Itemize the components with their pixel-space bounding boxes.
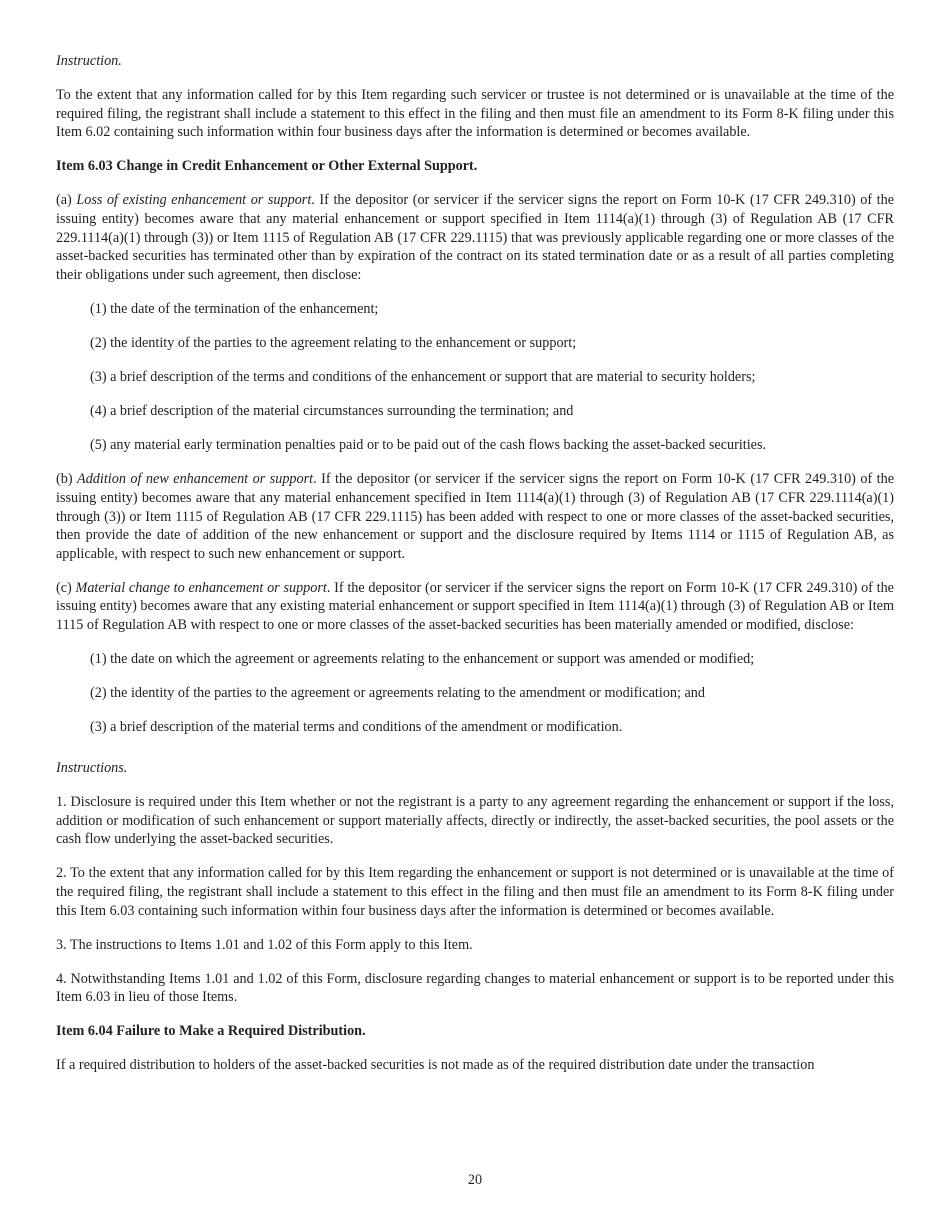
list-item: (1) the date on which the agreement or agreements relating to the enhancement or support was amended or modified; <box>90 651 755 668</box>
instruction-paragraph: To the extent that any information called for by this Item regarding such servicer or trustee is not determined or is unavailable at the time of the required filing, the registrant shall include a statement to this effect in the filing and then must file an amendment to its Form 8-K filing under this Item 6.02 containing such information within four business days after the information is determined or becomes available. <box>56 87 894 141</box>
instructions-heading: Instructions. <box>56 759 128 776</box>
list-item: (2) the identity of the parties to the agreement or agreements relating to the amendment or modification; and <box>90 685 705 702</box>
list-item: (1) the date of the termination of the enhancement; <box>90 300 379 317</box>
instruction-3: 3. The instructions to Items 1.01 and 1.02 of this Form apply to this Item. <box>56 936 473 953</box>
item-6-03-heading: Item 6.03 Change in Credit Enhancement or Other External Support. <box>56 158 478 175</box>
instruction-1: 1. Disclosure is required under this Item whether or not the registrant is a party to any agreement regarding the enhancement or support if the loss, addition or modification of such enhancement or support materially affects, directly or indirectly, the asset-backed securities, the pool assets or the cash flow underlying the asset-backed securities. <box>56 794 894 848</box>
item-6-04-paragraph: If a required distribution to holders of the asset-backed securities is not made as of the required distribution date under the transaction <box>56 1057 815 1074</box>
list-item: (4) a brief description of the material circumstances surrounding the termination; and <box>90 403 574 420</box>
paragraph-a-title: Loss of existing enhancement or support <box>76 192 312 209</box>
instruction-heading: Instruction. <box>56 53 122 69</box>
list-item: (3) a brief description of the terms and conditions of the enhancement or support that are material to security holders; <box>90 369 756 386</box>
paragraph-b: (b) Addition of new enhancement or support. If the depositor (or servicer if the servicer signs the report on Form 10-K (17 CFR 249.310) of the issuing entity) becomes aware that any material enhancement specified in Item 1114(a)(1) through (3) of Regulation AB (17 CFR 229.1114(a)(1) through (3)) or Item 1115 of Regulation AB (17 CFR 229.1115) has been added with respect to one or more classes of the asset-backed securities, then provide the date of addition of the new enhancement or support and the disclosure required by Items 1114 or 1115 of Regulation AB, as applicable, with respect to such new enhancement or support. <box>56 471 895 562</box>
document-page <box>56 52 894 1091</box>
list-item: (3) a brief description of the material terms and conditions of the amendment or modification. <box>90 719 623 736</box>
paragraph-c-title: Material change to enhancement or support <box>75 579 327 596</box>
paragraph-c: (c) Material change to enhancement or support. If the depositor (or servicer if the servicer signs the report on Form 10-K (17 CFR 249.310) of the issuing entity) becomes aware that any existing material enhancement or support specified in Item 1114(a)(1) through (3) of Regulation AB or Item 1115 of Regulation AB with respect to one or more classes of the asset-backed securities has been materially amended or modified, disclose: <box>56 579 894 634</box>
page-number: 20 <box>467 1172 483 1188</box>
paragraph-b-title: Addition of new enhancement or support <box>77 471 314 488</box>
list-item: (2) the identity of the parties to the agreement relating to the enhancement or support; <box>90 335 577 352</box>
instruction-2: 2. To the extent that any information called for by this Item regarding the enhancement or support is not determined or is unavailable at the time of the required filing, the registrant shall include a statement to this effect in the filing and then must file an amendment to its Form 8-K filing under this Item 6.03 containing such information within four business days after the information is determined or becomes available. <box>56 865 894 919</box>
item-6-04-heading: Item 6.04 Failure to Make a Required Distribution. <box>56 1023 366 1040</box>
instruction-4: 4. Notwithstanding Items 1.01 and 1.02 of this Form, disclosure regarding changes to material enhancement or support is to be reported under this Item 6.03 in lieu of those Items. <box>56 970 894 1006</box>
list-item: (5) any material early termination penalties paid or to be paid out of the cash flows backing the asset-backed securities. <box>90 437 767 454</box>
paragraph-a: (a) Loss of existing enhancement or support. If the depositor (or servicer if the servicer signs the report on Form 10-K (17 CFR 249.310) of the issuing entity) becomes aware that any material enhancement or support specified in Item 1114(a)(1) through (3) of Regulation AB (17 CFR 229.1114(a)(1) through (3)) or Item 1115 of Regulation AB (17 CFR 229.1115) that was previously applicable regarding one or more classes of the asset-backed securities has terminated other than by expiration of the contract on its stated termination date or as a result of all parties completing their obligations under such agreement, then disclose: <box>56 192 895 283</box>
